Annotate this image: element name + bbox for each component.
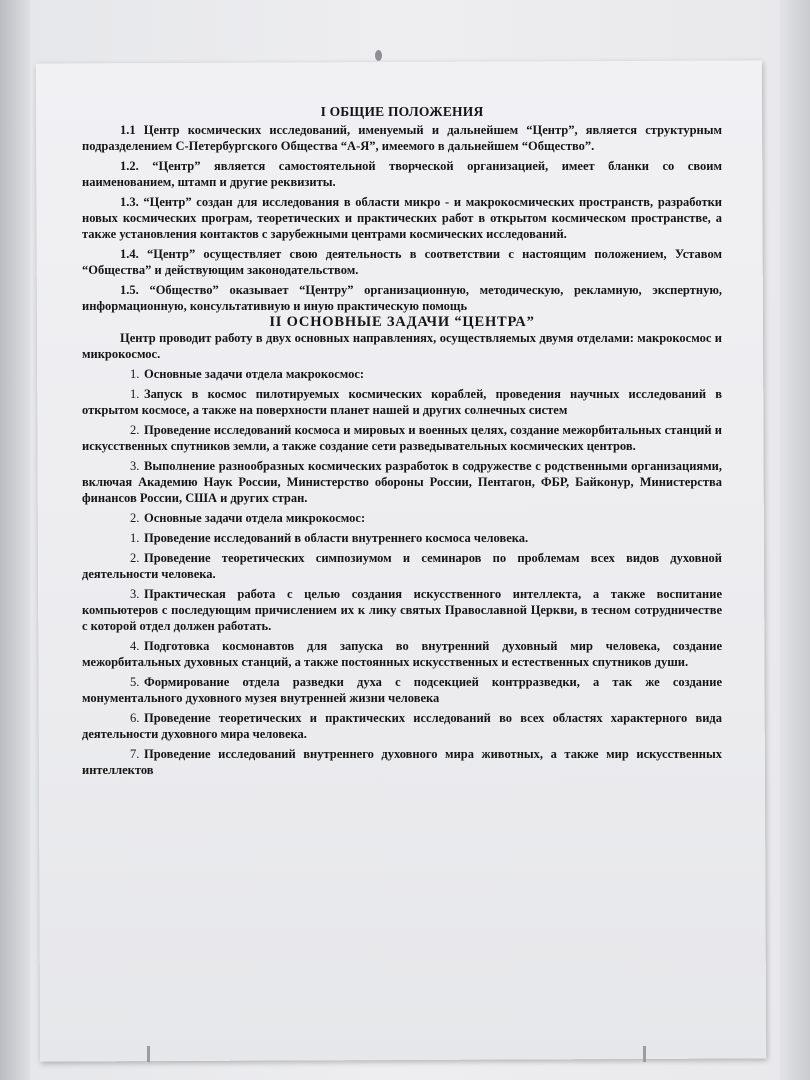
paragraph-1-4: 1.4. “Центр” осуществляет свою деятельность в соответствии с настоящим положением, Уставом “Общества” и действующим законодательством. [82, 247, 722, 277]
section-2-intro: Центр проводит работу в двух основных направлениях, осуществляемых двумя отделами: макрокосмос и микрокосмос. [82, 331, 722, 361]
list-number: 1. [130, 367, 140, 381]
micro-heading-text: Основные задачи отдела микрокосмос: [144, 511, 366, 525]
pin-icon [643, 1046, 646, 1062]
list-item-text: Проведение исследований космоса и мировых и военных целях, создание межорбитальных станций и искусственных спутников земли, а также создание сети разведывательных космических центров. [82, 423, 722, 453]
list-item [82, 746, 722, 778]
list-item [82, 586, 722, 634]
list-item [82, 458, 722, 506]
paragraph-1-5: 1.5. “Общество” оказывает “Центру” организационную, методическую, рекламиую, экспертную, информационную, консультативиую и иную практическую помощь [82, 283, 722, 313]
list-item-text: Практическая работа с целью создания искусственного интеллекта, а также воспитание компьютеров с последующим причислением их к лику святых Православной Церкви, в тесном сотрудничестве с которой отдел должен работать. [82, 587, 722, 633]
list-item [82, 638, 722, 670]
list-item-text: Проведение теоретических и практических исследований во всех областях характерного вида деятельности духовного мира человека. [82, 711, 722, 741]
list-item [82, 386, 722, 418]
pin-icon [147, 1046, 150, 1062]
list-number: 3. [130, 459, 140, 473]
list-item [82, 422, 722, 454]
wall-left [0, 0, 30, 1080]
wall-right [780, 0, 810, 1080]
list-number: 2. [130, 551, 140, 565]
pin-icon [375, 50, 382, 61]
list-item-text: Проведение теоретических симпозиумом и семинаров по проблемам всех видов духовной деятельности человека. [82, 551, 722, 581]
list-item-text: Подготовка космонавтов для запуска во внутренний духовный мир человека, создание межорбитальных духовных станций, а также постоянных искусственных и естественных спутников души. [82, 639, 722, 669]
list-number: 1. [130, 531, 140, 545]
section-2-title: II ОСНОВНЫЕ ЗАДАЧИ “ЦЕНТРА” [269, 314, 535, 330]
list-number: 1. [130, 387, 140, 401]
paragraph-1-3: 1.3. “Центр” создан для исследования в области микро - и макрокосмических пространств, разработки новых космических програм, теоретических и практических работ в открытом космическом пространстве, а также установления контактов с зарубежными центрами космических исследований. [82, 195, 722, 241]
list-item [82, 674, 722, 706]
list-number: 5. [130, 675, 140, 689]
list-number: 7. [130, 747, 140, 761]
list-item [82, 550, 722, 582]
list-number: 2. [130, 511, 140, 525]
list-number: 6. [130, 711, 140, 725]
paragraph-1-1: 1.1 Центр космических исследований, именуемый и дальнейшем “Центр”, является структурным подразделением С-Петербургского Общества “А-Я”, имеемого в дальнейшем “Общество”. [82, 123, 722, 153]
macro-heading [82, 366, 722, 382]
list-number: 3. [130, 587, 140, 601]
section-1-title: I ОБЩИЕ ПОЛОЖЕНИЯ [320, 104, 484, 119]
paragraph-1-2: 1.2. “Центр” является самостоятельной творческой организацией, имеет бланки со своим наименованием, штамп и другие реквизиты. [82, 159, 722, 189]
list-item-text: Проведение исследований в области внутреннего космоса человека. [144, 531, 529, 545]
list-item [82, 530, 722, 546]
document-content [82, 104, 722, 782]
list-item-text: Формирование отдела разведки духа с подсекцией контрразведки, а так же создание монументального духовного музея внутренней жизни человека [82, 675, 722, 705]
list-number: 4. [130, 639, 140, 653]
list-item-text: Выполнение разнообразных космических разработок в содружестве с родственными организациями, включая Академию Наук России, Министерство обороны России, Пентагон, ФБР, Байконур, Министерства финансов России, США и других стран. [82, 459, 722, 505]
list-item [82, 710, 722, 742]
macro-heading-text: Основные задачи отдела макрокосмос: [144, 367, 365, 381]
micro-heading [82, 510, 722, 526]
list-item-text: Запуск в космос пилотируемых космических кораблей, проведения научных исследований в открытом космосе, а также на поверхности планет нашей и других солнечных систем [82, 387, 722, 417]
list-number: 2. [130, 423, 140, 437]
list-item-text: Проведение исследований внутреннего духовного мира животных, а также мир искусственных интеллектов [82, 747, 722, 777]
